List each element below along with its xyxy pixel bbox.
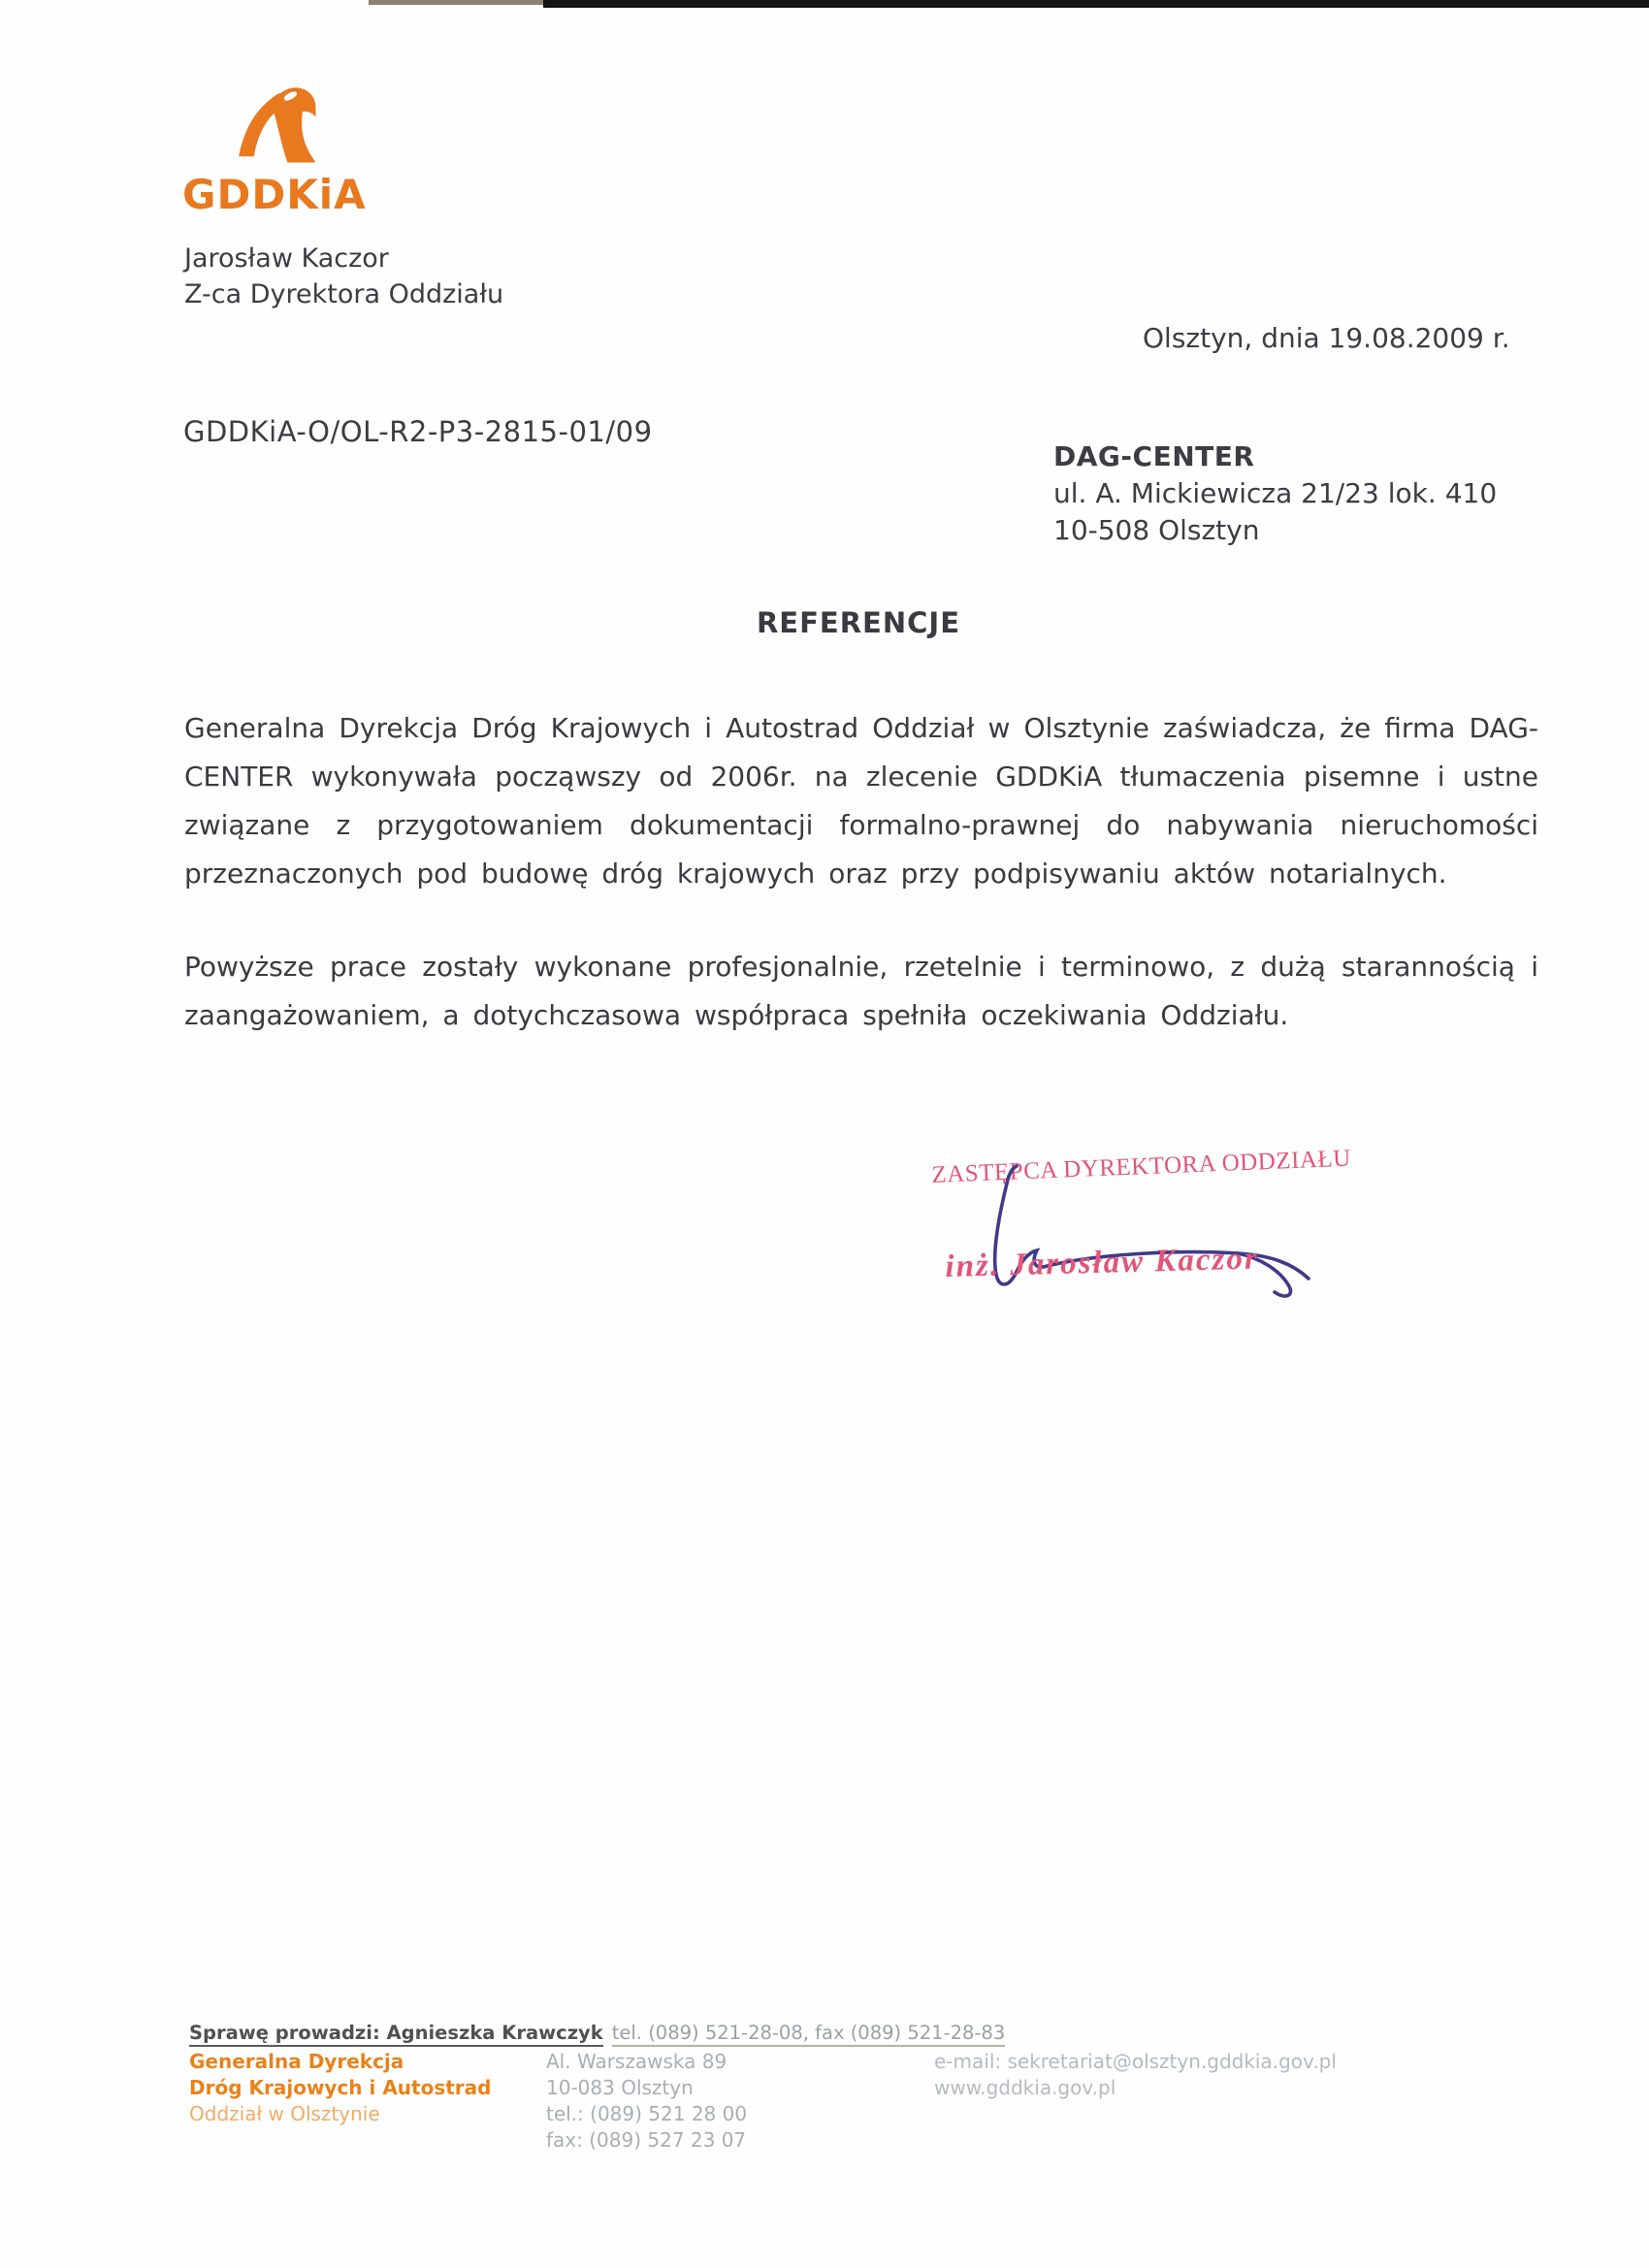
dateline: Olsztyn, dnia 19.08.2009 r. [1143,322,1510,354]
footer-street: Al. Warszawska 89 [546,2050,728,2073]
sender-block [184,241,503,312]
footer-online-block [934,2049,1337,2101]
footer-organization-block [189,2049,491,2127]
footer-org-line2: Dróg Krajowych i Autostrad [189,2076,492,2099]
recipient-address-line1: ul. A. Mickiewicza 21/23 lok. 410 [1053,477,1498,509]
recipient-address-line2: 10-508 Olsztyn [1053,514,1260,546]
sender-name: Jarosław Kaczor [184,243,389,274]
footer-org-line3: Oddział w Olsztynie [189,2102,380,2125]
recipient-name: DAG-CENTER [1053,440,1255,472]
footer-case-officer-line [189,2022,1005,2044]
scan-artifact-bar-dark [543,0,1649,8]
body-paragraph-2: Powyższe prace zostały wykonane profesjonalnie, rzetelnie i terminowo, z dużą starannością i zaangażowaniem, a dotychczasowa współpraca spełniła oczekiwania Oddziału. [184,951,1538,1031]
handwritten-signature [978,1147,1356,1331]
reference-number: GDDKiA-O/OL-R2-P3-2815-01/09 [183,415,653,448]
body-paragraph-1: Generalna Dyrekcja Dróg Krajowych i Autostrad Oddział w Olsztynie zaświadcza, że firma DAG-CENTER wykonywała począwszy od 2006r. na zlecenie GDDKiA tłumaczenia pisemne i ustne związane z przygotowaniem dokumentacji formalno-prawnej do nabywania nieruchomości przeznaczonych pod budowę dróg krajowych oraz przy podpisywaniu aktów notarialnych. [184,712,1538,890]
footer-org-line1: Generalna Dyrekcja [189,2050,404,2073]
gddkia-logo-icon [229,83,334,175]
gddkia-logo-text: GDDKiA [182,171,367,218]
case-officer-contact: tel. (089) 521-28-08, fax (089) 521-28-83 [612,2022,1006,2047]
footer-city: 10-083 Olsztyn [546,2076,694,2099]
footer-fax: fax: (089) 527 23 07 [546,2128,747,2152]
footer-website: www.gddkia.gov.pl [934,2076,1116,2099]
stamp-signature-name: inż. Jarosław Kaczor [945,1241,1260,1284]
recipient-block [1053,438,1497,549]
sender-title: Z-ca Dyrektora Oddziału [184,279,504,309]
footer-email: e-mail: sekretariat@olsztyn.gddkia.gov.pl [934,2050,1337,2073]
footer-address-block [546,2049,747,2154]
footer-phone: tel.: (089) 521 28 00 [546,2102,748,2125]
case-officer-label: Sprawę prowadzi: Agnieszka Krawczyk [189,2022,603,2047]
stamp-role-text: ZASTĘPCA DYREKTORA ODDZIAŁU [931,1145,1352,1188]
scan-artifact-bar-light [369,0,548,5]
document-title: REFERENCJE [756,606,961,639]
